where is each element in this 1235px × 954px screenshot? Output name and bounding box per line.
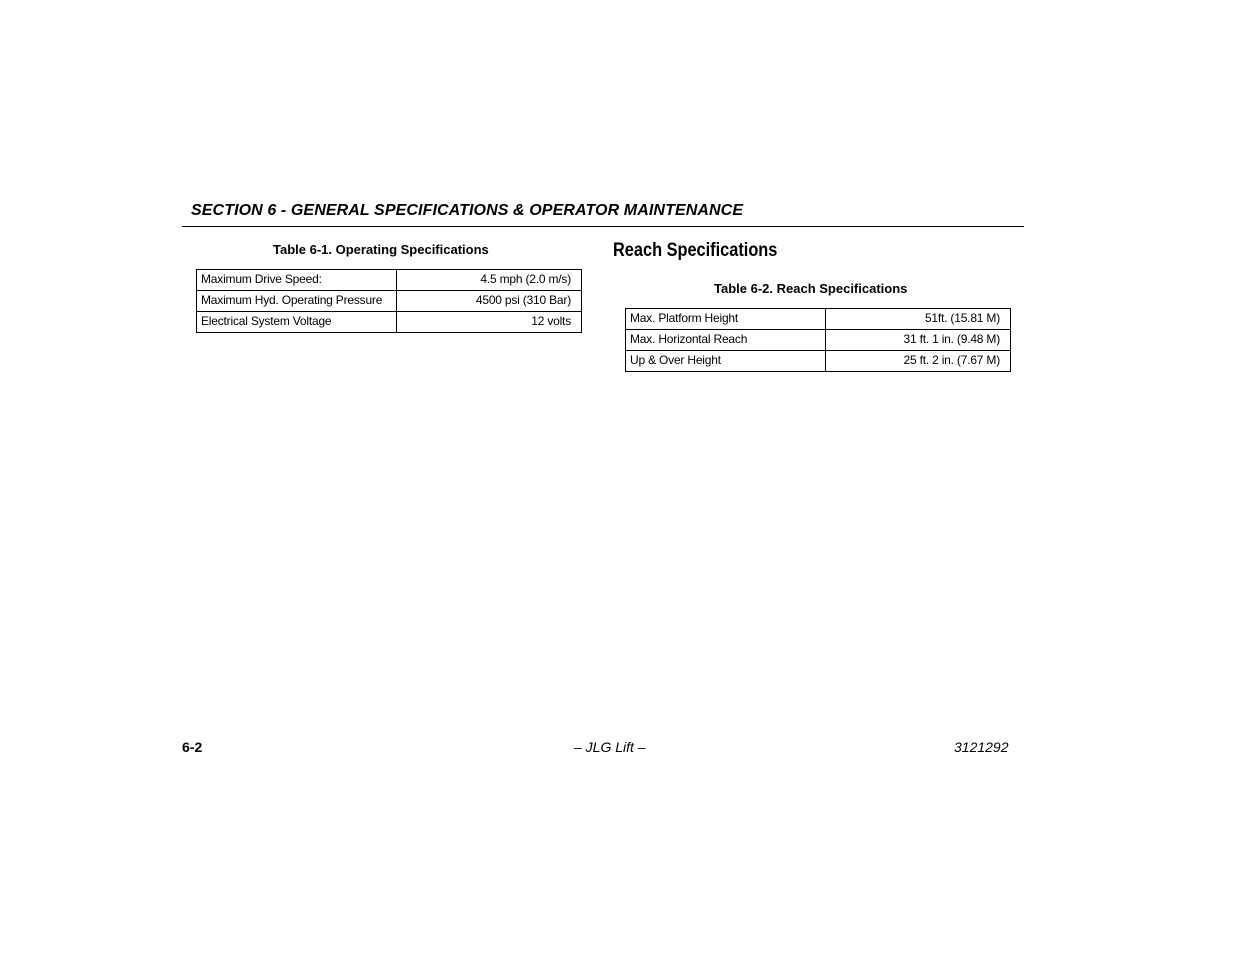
- table-row: [626, 309, 1011, 330]
- document-number: 3121292: [954, 739, 1009, 755]
- section-title: SECTION 6 - GENERAL SPECIFICATIONS & OPERATOR MAINTENANCE: [191, 202, 744, 219]
- row-value: [397, 270, 582, 291]
- row-label: [626, 309, 826, 330]
- cell-text: 12 volts: [531, 314, 571, 328]
- reach-specifications-table: [625, 308, 1011, 372]
- table-row: [626, 330, 1011, 351]
- cell-text: Electrical System Voltage: [201, 314, 332, 328]
- cell-text: Up & Over Height: [630, 353, 721, 367]
- table-row: [197, 291, 582, 312]
- row-value: [397, 291, 582, 312]
- cell-text: 25 ft. 2 in. (7.67 M): [903, 353, 1000, 367]
- cell-text: 4.5 mph (2.0 m/s): [480, 272, 571, 286]
- row-label: [197, 270, 397, 291]
- table-row: [197, 312, 582, 333]
- row-value: [826, 309, 1011, 330]
- cell-text: Max. Platform Height: [630, 311, 739, 325]
- cell-text: Maximum Hyd. Operating Pressure: [201, 293, 383, 307]
- row-value: [397, 312, 582, 333]
- row-label: [197, 291, 397, 312]
- footer-brand: – JLG Lift –: [574, 739, 646, 755]
- page-number: 6-2: [182, 739, 203, 755]
- cell-text: 4500 psi (310 Bar): [475, 293, 571, 307]
- cell-text: 31 ft. 1 in. (9.48 M): [903, 332, 1000, 346]
- cell-text: Maximum Drive Speed:: [201, 272, 322, 286]
- operating-specifications-table: [196, 269, 582, 333]
- cell-text: Max. Horizontal Reach: [630, 332, 748, 346]
- table-row: [197, 270, 582, 291]
- header-divider: [182, 226, 1024, 227]
- reach-specifications-heading: Reach Specifications: [613, 240, 778, 261]
- row-label: [626, 330, 826, 351]
- row-label: [197, 312, 397, 333]
- table-row: [626, 351, 1011, 372]
- row-value: [826, 330, 1011, 351]
- row-value: [826, 351, 1011, 372]
- cell-text: 51ft. (15.81 M): [924, 311, 1000, 325]
- row-label: [626, 351, 826, 372]
- operating-table-caption: Table 6-1. Operating Specifications: [273, 242, 489, 257]
- reach-table-caption: Table 6-2. Reach Specifications: [714, 281, 908, 296]
